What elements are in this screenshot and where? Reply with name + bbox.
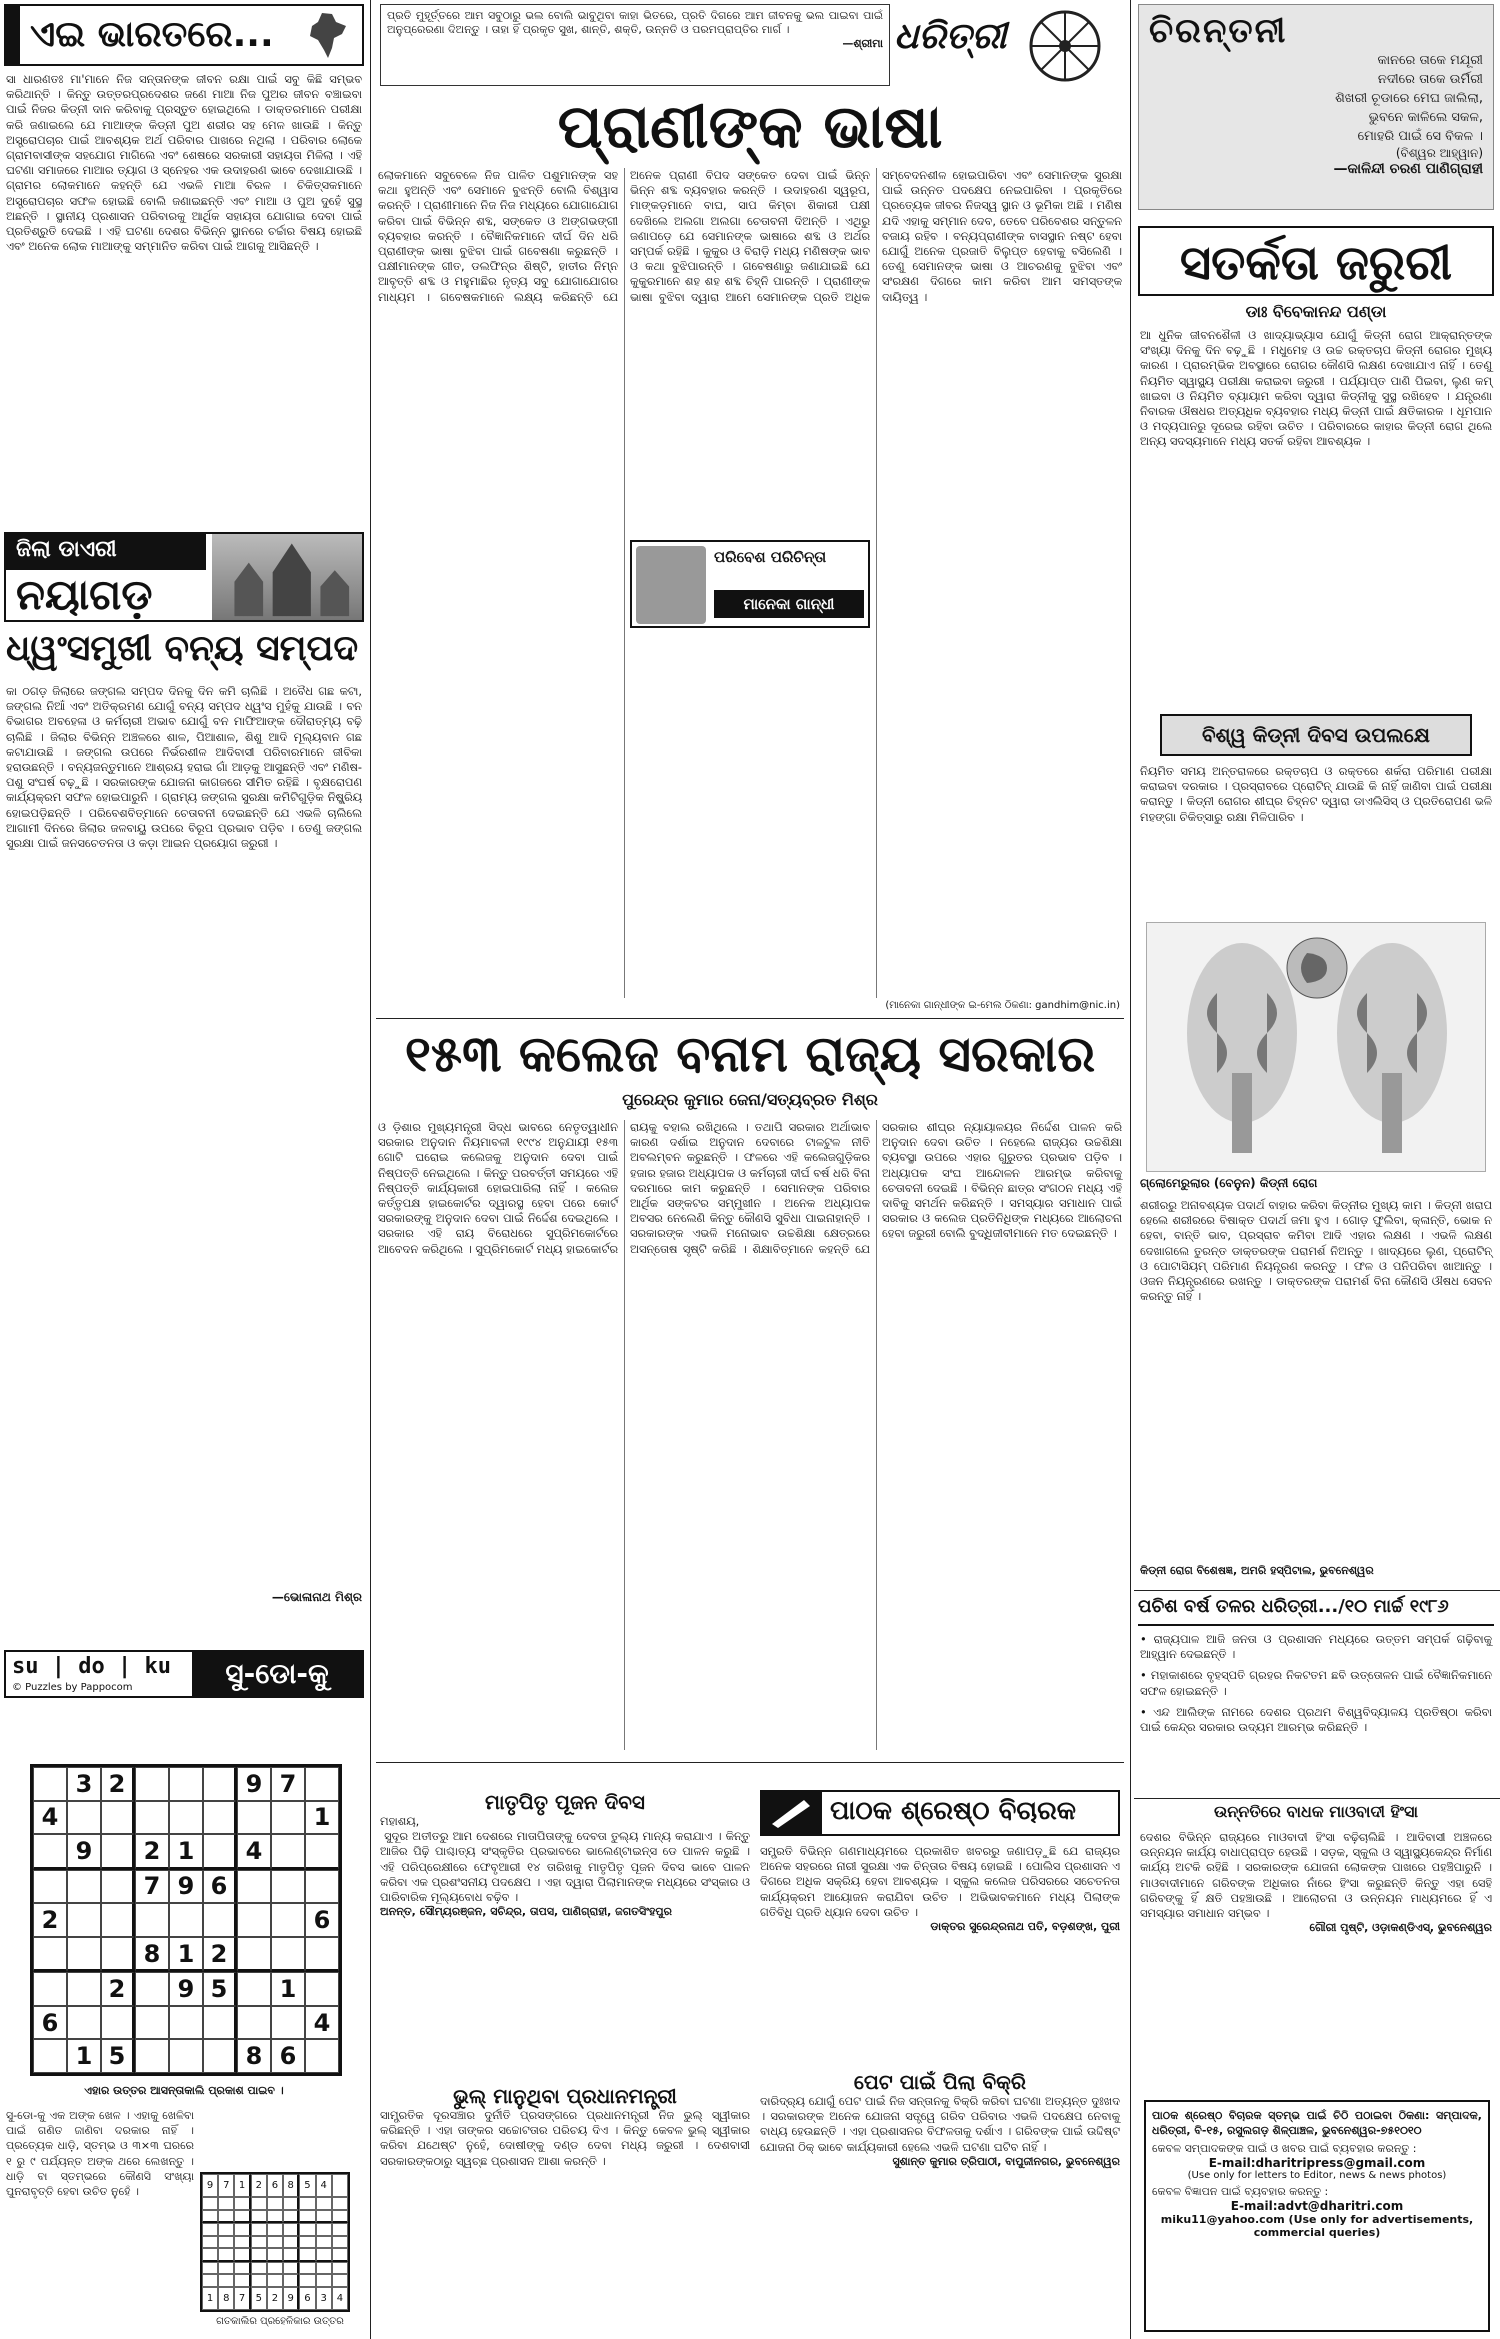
forest-author: —ଭୋଳାନାଥ ମିଶ୍ର xyxy=(271,1590,362,1604)
sudoku-cell: 1 xyxy=(67,2039,101,2073)
india-story-text: ସା ଧାରଣତଃ ମା'ମାନେ ନିଜ ସନ୍ତାନଙ୍କ ଜୀବନ ରକ୍ଷା ପାଇଁ ସବୁ କିଛି ସମ୍ଭବ କରିଥାନ୍ତି । କିନ୍ତୁ ଉତ୍ତରପ୍ରଦେଶର ଜଣେ ମାଆ ନିଜ ପୁଅର ଜୀବନ ବଞ୍ଚାଇବା ପାଇଁ ନିଜର କିଡ୍ନୀ ଦାନ କରିବାକୁ ପ୍ରସ୍ତୁତ ହୋଇଥିଲେ । ଡାକ୍ତରମାନେ ପରୀକ୍ଷା କରି ଜଣାଇଲେ ଯେ ମାଆଙ୍କ କିଡ୍ନୀ ପୁଅ ଶରୀର ସହ ମେଳ ଖାଉଛି । କିନ୍ତୁ ଅସ୍ତ୍ରୋପଚାର ପାଇଁ ଆବଶ୍ୟକ ଅର୍ଥ ପରିବାର ପାଖରେ ନଥିଲା । ପରିବାର ଲୋକେ ଗ୍ରାମବାସୀଙ୍କ ସହଯୋଗ ମାଗିଲେ ଏବଂ ଶେଷରେ ସରକାରୀ ସହାୟତା ମିଳିଲା । ଏହି ଘଟଣା ସମାଜରେ ମାଆର ତ୍ୟାଗ ଓ ସ୍ନେହର ଏକ ଉଦାହରଣ ଭାବେ ଦେଖାଯାଉଛି । ଗ୍ରାମର ଲୋକମାନେ କହନ୍ତି ଯେ ଏଭଳି ମାଆ ବିରଳ । ଚିକିତ୍ସକମାନେ ଅସ୍ତ୍ରୋପଚାର ସଫଳ ହୋଇଛି ବୋଲି ଜଣାଇଛନ୍ତି ଏବଂ ମାଆ ଓ ପୁଅ ଦୁହେଁ ସୁସ୍ଥ ଅଛନ୍ତି । ସ୍ଥାନୀୟ ପ୍ରଶାସନ ପରିବାରକୁ ଆର୍ଥିକ ସହାୟତା ଯୋଗାଇ ଦେବା ପାଇଁ ପ୍ରତିଶ୍ରୁତି ଦେଇଛି । ଏହି ଘଟଣା ଦେଶର ବିଭିନ୍ନ ସ୍ଥାନରେ ଚର୍ଚ୍ଚାର ବିଷୟ ହୋଇଛି ଏବଂ ଅନେକ ଲୋକ ମାଆଙ୍କୁ ସମ୍ମାନିତ କରିବା ପାଇଁ ଆଗକୁ ଆସିଛନ୍ତି । xyxy=(6,72,366,254)
sudoku-cell xyxy=(203,1834,237,1870)
solution-cell: 7 xyxy=(234,2287,250,2310)
dharitri-logo xyxy=(894,4,1007,86)
solution-cell xyxy=(218,2197,234,2209)
solution-cell xyxy=(283,2274,299,2286)
history-item: • ମହାକାଶରେ ବୃହସ୍ପତି ଗ୍ରହର ନିକଟତମ ଛବି ଉତ୍ତୋଳନ ପାଇଁ ବୈଜ୍ଞାନିକମାନେ ସଫଳ ହୋଇଛନ୍ତି । xyxy=(1140,1668,1492,1698)
sudoku-cell: 4 xyxy=(33,1801,67,1835)
india-header xyxy=(4,4,364,66)
solution-cell xyxy=(234,2248,250,2261)
sudoku-cell xyxy=(101,2006,135,2040)
solution-cell xyxy=(316,2274,332,2286)
solution-cell xyxy=(332,2210,348,2223)
solution-cell: 5 xyxy=(299,2174,315,2197)
alert-title: ସତର୍କତା ଜରୁରୀ xyxy=(1138,226,1494,296)
district-diary xyxy=(4,532,364,622)
kidney-caption: ଗ୍ଲୋମେରୁଲାର (ବେନୁନ) କିଡ୍ନୀ ରୋଗ xyxy=(1140,1176,1318,1190)
solution-cell xyxy=(234,2274,250,2286)
sudoku-rules-text: ସୁ-ଡୋ-କୁ ଏକ ଅଙ୍କ ଖେଳ । ଏହାକୁ ଖେଳିବା ପାଇଁ ଗଣିତ ଜାଣିବା ଦରକାର ନାହିଁ । ପ୍ରତ୍ୟେକ ଧାଡ଼ି, ସ୍ତମ୍ଭ ଓ ୩×୩ ଘରରେ ୧ ରୁ ୯ ପର୍ଯ୍ୟନ୍ତ ଅଙ୍କ ଥରେ ଲେଖନ୍ତୁ । ଧାଡ଼ି ବା ସ୍ତମ୍ଭରେ କୌଣସି ସଂଖ୍ୟା ପୁନରାବୃତ୍ତି ହେବା ଉଚିତ ନୁହେଁ । xyxy=(6,2109,198,2199)
sudoku-cell xyxy=(101,1937,135,1973)
solution-cell xyxy=(283,2210,299,2223)
solution-cell: 6 xyxy=(299,2287,315,2310)
sudoku-cell: 9 xyxy=(237,1767,271,1801)
sudoku-cell: 7 xyxy=(135,1870,169,1904)
maoist-article xyxy=(1140,1830,1496,2080)
solution-cell xyxy=(283,2248,299,2261)
solution-cell xyxy=(332,2236,348,2248)
sudoku-cell: 6 xyxy=(203,1870,237,1904)
sudoku-cell: 5 xyxy=(101,2039,135,2073)
sudoku-cell xyxy=(237,1972,271,2006)
solution-cell xyxy=(267,2236,283,2248)
sudoku-cell xyxy=(169,1767,203,1801)
contact-note: କେବଳ ସମ୍ପାଦକଙ୍କ ପାଇଁ ଓ ଖବର ପାଇଁ ବ୍ୟବହାର କରନ୍ତୁ : xyxy=(1152,2142,1417,2156)
sudoku-rules xyxy=(6,2108,198,2334)
alert-author: ଡାଃ ବିବେକାନନ୍ଦ ପଣ୍ଡା xyxy=(1245,302,1387,321)
sudoku-cell xyxy=(101,1801,135,1835)
sudoku-cell: 8 xyxy=(135,1937,169,1973)
solution-cell xyxy=(202,2248,218,2261)
solution-cell xyxy=(332,2174,348,2197)
solution-cell xyxy=(218,2210,234,2223)
sudoku-cell: 2 xyxy=(33,1903,67,1937)
sudoku-cell xyxy=(203,2006,237,2040)
sudoku-cell xyxy=(135,2006,169,2040)
solution-cell xyxy=(218,2236,234,2248)
solution-cell: 9 xyxy=(283,2287,299,2310)
poem-line: ନଦୀରେ ତାକେ ଉର୍ମିରୀ xyxy=(1377,72,1483,87)
sudoku-cell xyxy=(271,1870,305,1904)
district-label: ଜିଲା ଡାଏରୀ xyxy=(6,534,206,570)
sudoku-cell xyxy=(203,2039,237,2073)
solution-cell xyxy=(299,2223,315,2235)
maoist-author: ଗୌରୀ ପୃଷ୍ଟି, ଓଡ଼ାକଣ୍ଡିଏସ୍‌, ଭୁବନେଶ୍ୱର xyxy=(1309,1921,1492,1935)
solution-cell xyxy=(299,2236,315,2248)
district-name: ନୟାଗଡ଼ xyxy=(16,570,153,619)
solution-cell xyxy=(316,2248,332,2261)
sudoku-header xyxy=(4,1650,364,1698)
maoist-title: ଉନ୍ନତିରେ ବାଧକ ମାଓବାଦୀ ହିଂସା xyxy=(1213,1802,1419,1821)
kidney-author: କିଡ୍ନୀ ରୋଗ ବିଶେଷଜ୍ଞ, ଅମରି ହସ୍ପିଟାଲ, ଭୁବନେଶ୍ୱର xyxy=(1140,1564,1374,1577)
sudoku-cell xyxy=(203,1767,237,1801)
solution-cell: 9 xyxy=(202,2174,218,2197)
solution-cell: 4 xyxy=(316,2174,332,2197)
solution-cell xyxy=(218,2262,234,2274)
sudoku-cell xyxy=(101,1834,135,1870)
sudoku-brand: su | do | ku xyxy=(12,1654,171,1679)
solution-cell xyxy=(267,2248,283,2261)
college-article xyxy=(378,1120,1126,1750)
solution-cell xyxy=(202,2197,218,2209)
solution-cell xyxy=(299,2262,315,2274)
solution-cell xyxy=(251,2262,267,2274)
editor-email-note: (Use only for letters to Editor, news & news photos) xyxy=(1187,2170,1447,2182)
sudoku-cell xyxy=(203,1903,237,1937)
sudoku-cell xyxy=(67,1937,101,1973)
column-label: ପରିବେଶ ପରିଚିନ୍ତା xyxy=(714,548,827,566)
solution-cell xyxy=(267,2274,283,2286)
letter-4-text: ଦାରିଦ୍ର୍ୟ ଯୋଗୁଁ ପେଟ ପାଇଁ ନିଜ ସନ୍ତାନକୁ ବିକ୍ରି କରିବା ଘଟଣା ଅତ୍ୟନ୍ତ ଦୁଃଖଦ । ସରକାରଙ୍କ ଅନେକ ଯୋଜନା ସତ୍ତ୍ୱେ ଗରିବ ପରିବାର ଏଭଳି ପଦକ୍ଷେପ ନେବାକୁ ବାଧ୍ୟ ହେଉଛନ୍ତି । ଏହା ପ୍ରଶାସନର ବିଫଳତାକୁ ଦର୍ଶାଏ । ଗରିବଙ୍କ ପାଇଁ ଉଦ୍ଦିଷ୍ଟ ଯୋଜନା ଠିକ୍ ଭାବେ କାର୍ଯ୍ୟକାରୀ ହେଲେ ଏଭଳି ଘଟଣା ଘଟିବ ନାହିଁ । xyxy=(760,2094,1124,2154)
contact-box xyxy=(1144,2100,1490,2332)
sudoku-cell: 1 xyxy=(271,1972,305,2006)
sudoku-cell xyxy=(135,1801,169,1835)
solution-cell xyxy=(332,2248,348,2261)
solution-cell xyxy=(202,2223,218,2235)
solution-cell xyxy=(251,2223,267,2235)
solution-cell xyxy=(316,2262,332,2274)
poem-line: ଶିଖରୀ ଚୂଡାରେ ମେଘ ଜାଲିଲା, xyxy=(1335,91,1483,106)
solution-cell xyxy=(283,2236,299,2248)
solution-cell xyxy=(218,2248,234,2261)
india-map-icon xyxy=(302,10,354,62)
sudoku-cell: 8 xyxy=(237,2039,271,2073)
sudoku-cell xyxy=(101,1870,135,1904)
sudoku-cell xyxy=(305,2039,339,2073)
solution-cell xyxy=(251,2248,267,2261)
logo-text: ଧରିତ୍ରୀ xyxy=(894,16,1007,57)
animal-language-headline: ପ୍ରାଣୀଙ୍କ ଭାଷା xyxy=(557,92,943,162)
solution-cell xyxy=(283,2197,299,2209)
solution-cell xyxy=(251,2197,267,2209)
alert-article xyxy=(1140,328,1496,708)
letter-3 xyxy=(760,1844,1124,2064)
sudoku-cell xyxy=(135,1903,169,1937)
sudoku-cell xyxy=(203,1801,237,1835)
letter-2 xyxy=(380,2084,754,2334)
columnist-box xyxy=(630,540,870,628)
sudoku-cell: 4 xyxy=(237,1834,271,1870)
sudoku-cell xyxy=(33,2039,67,2073)
sudoku-cell xyxy=(135,1767,169,1801)
solution-cell xyxy=(332,2274,348,2286)
solution-caption: ଗତକାଲିର ପ୍ରହେଳିକାର ଉତ୍ତର xyxy=(216,2316,344,2327)
sudoku-cell: 1 xyxy=(305,1801,339,1835)
columnist-photo xyxy=(636,546,706,624)
ads-email-2[interactable]: miku11@yahoo.com (Use only for advertisements, commercial queries) xyxy=(1160,2213,1474,2240)
sudoku-cell xyxy=(305,1834,339,1870)
poem-line: ମୋହରି ପାଇଁ ସେ ବିକଳ । xyxy=(1357,129,1483,144)
solution-cell xyxy=(218,2223,234,2235)
solution-cell xyxy=(332,2262,348,2274)
solution-cell xyxy=(267,2197,283,2209)
forest-title: ଧ୍ୱଂସମୁଖୀ ବନ୍ୟ ସମ୍ପଦ xyxy=(6,628,359,669)
kidney-text-2-box xyxy=(1140,1198,1496,1558)
letter-3-author: ଡାକ୍ତର ସୁରେନ୍ଦ୍ରନାଥ ପତି, ବଡ଼ଶଙ୍ଖ, ପୁରୀ xyxy=(930,1920,1120,1934)
sudoku-cell xyxy=(33,1937,67,1973)
solution-cell xyxy=(267,2223,283,2235)
kidney-text-2: ଶରୀରରୁ ଅନାବଶ୍ୟକ ପଦାର୍ଥ ବାହାର କରିବା କିଡ୍ନୀର ମୁଖ୍ୟ କାମ । କିଡ୍ନୀ ଖରାପ ହେଲେ ଶରୀରରେ ବିଷାକ୍ତ ପଦାର୍ଥ ଜମା ହୁଏ । ଗୋଡ଼ ଫୁଲିବା, କ୍ଳାନ୍ତି, ଭୋକ ନ ହେବା, ବାନ୍ତି ଭାବ, ପ୍ରସ୍ରାବ କମିବା ଆଦି ଏହାର ଲକ୍ଷଣ । ଏଭଳି ଲକ୍ଷଣ ଦେଖାଗଲେ ତୁରନ୍ତ ଡାକ୍ତରଙ୍କ ପରାମର୍ଶ ନିଅନ୍ତୁ । ଖାଦ୍ୟରେ ଲୁଣ, ପ୍ରୋଟିନ୍ ଓ ପୋଟାସିୟମ୍ ପରିମାଣ ନିୟନ୍ତ୍ରଣ କରନ୍ତୁ । ଫଳ ଓ ପନିପରିବା ଖାଆନ୍ତୁ । ଓଜନ ନିୟନ୍ତ୍ରଣରେ ରଖନ୍ତୁ । ଡାକ୍ତରଙ୍କ ପରାମର୍ଶ ବିନା କୌଣସି ଔଷଧ ସେବନ କରନ୍ତୁ ନାହିଁ । xyxy=(1140,1198,1496,1304)
solution-cell xyxy=(267,2210,283,2223)
ads-email[interactable]: E-mail:advt@dharitri.com xyxy=(1230,2199,1404,2214)
sudoku-cell xyxy=(33,1972,67,2006)
solution-cell xyxy=(332,2197,348,2209)
solution-cell: 7 xyxy=(218,2174,234,2197)
letter-1-text: ମହାଶୟ, ସୁଦୂର ଅତୀତରୁ ଆମ ଦେଶରେ ମାତାପିତାଙ୍କୁ ଦେବତା ତୁଲ୍ୟ ମାନ୍ୟ କରାଯାଏ । କିନ୍ତୁ ଆଜିର ପିଢ଼ି ପାଶ୍ଚାତ୍ୟ ସଂସ୍କୃତିର ପ୍ରଭାବରେ ଭାଲେଣ୍ଟାଇନ୍ସ ଡେ ପାଳନ କରୁଛି । ଏହି ପରିପ୍ରେକ୍ଷୀରେ ଫେବୃଆରୀ ୧୪ ତାରିଖକୁ ମାତୃପିତୃ ପୂଜନ ଦିବସ ଭାବେ ପାଳନ କରିବା ଏକ ପ୍ରଶଂସନୀୟ ପଦକ୍ଷେପ । ଏହା ଦ୍ୱାରା ପିଲାମାନଙ୍କ ମଧ୍ୟରେ ସଂସ୍କାର ଓ ପାରିବାରିକ ମୂଲ୍ୟବୋଧ ବଢ଼ିବ । xyxy=(380,1814,750,1905)
letter-4-title: ପେଟ ପାଇଁ ପିଲା ବିକ୍ରି xyxy=(853,2070,1027,2094)
sudoku-cell xyxy=(237,2006,271,2040)
solution-cell xyxy=(251,2210,267,2223)
solution-cell xyxy=(299,2197,315,2209)
letter-4-author: ସୁଶାନ୍ତ କୁମାର ତ୍ରିପାଠୀ, ବାପୁଜୀନଗର, ଭୁବନେଶ୍ୱର xyxy=(892,2154,1120,2168)
history-item: • ରାଜ୍ୟପାଳ ଆଜି ଜନତା ଓ ପ୍ରଶାସନ ମଧ୍ୟରେ ଉତ୍ତମ ସମ୍ପର୍କ ଗଢ଼ିବାକୁ ଆହ୍ୱାନ ଦେଇଛନ୍ତି । xyxy=(1140,1632,1492,1662)
poem-title: ଚିରନ୍ତନୀ xyxy=(1149,11,1288,51)
history-list xyxy=(1140,1632,1492,1792)
solution-cell: 3 xyxy=(316,2287,332,2310)
solution-cell xyxy=(202,2210,218,2223)
sudoku-cell xyxy=(305,1870,339,1904)
sudoku-grid xyxy=(30,1764,342,2076)
kidney-text xyxy=(1140,764,1496,914)
sudoku-cell: 9 xyxy=(169,1972,203,2006)
sudoku-cell xyxy=(305,1972,339,2006)
sudoku-cell xyxy=(305,1937,339,1973)
college-byline: ପୁରେନ୍ଦ୍ର କୁମାର ଜେନା/ସତ୍ୟବ୍ରତ ମିଶ୍ର xyxy=(622,1090,878,1109)
sudoku-cell: 2 xyxy=(203,1937,237,1973)
sudoku-cell xyxy=(33,1767,67,1801)
letters-header xyxy=(760,1790,1120,1836)
solution-cell xyxy=(218,2274,234,2286)
sudoku-cell: 1 xyxy=(169,1834,203,1870)
solution-cell xyxy=(202,2274,218,2286)
sudoku-cell xyxy=(271,2006,305,2040)
temple-photo xyxy=(212,534,362,620)
letter-1 xyxy=(380,1790,750,2080)
solution-cell: 8 xyxy=(283,2174,299,2197)
letter-1-title: ମାତୃପିତୃ ପୂଜନ ଦିବସ xyxy=(485,1790,645,1814)
sudoku-cell: 7 xyxy=(271,1767,305,1801)
kidney-text-1: ନିୟମିତ ସମୟ ଅନ୍ତରାଳରେ ରକ୍ତଚାପ ଓ ରକ୍ତରେ ଶର୍କରା ପରିମାଣ ପରୀକ୍ଷା କରାଇବା ଦରକାର । ପ୍ରସ୍ରାବରେ ପ୍ରୋଟିନ୍ ଯାଉଛି କି ନାହିଁ ଜାଣିବା ପାଇଁ ପରୀକ୍ଷା କରାନ୍ତୁ । କିଡ୍ନୀ ରୋଗର ଶୀଘ୍ର ଚିହ୍ନଟ ଦ୍ୱାରା ଡାଏଲିସିସ୍ ଓ ପ୍ରତିରୋପଣ ଭଳି ମହଙ୍ଗା ଚିକିତ୍ସାରୁ ରକ୍ଷା ମିଳିପାରିବ । xyxy=(1140,764,1496,824)
solution-cell: 1 xyxy=(202,2287,218,2310)
solution-cell xyxy=(299,2274,315,2286)
sudoku-cell xyxy=(67,2006,101,2040)
letter-2-title: ଭୁଲ୍ ମାନୁଥିବା ପ୍ରଧାନମନ୍ତ୍ରୀ xyxy=(453,2084,677,2108)
alert-text: ଆ ଧୁନିକ ଜୀବନଶୈଳୀ ଓ ଖାଦ୍ୟାଭ୍ୟାସ ଯୋଗୁଁ କିଡ୍ନୀ ରୋଗ ଆକ୍ରାନ୍ତଙ୍କ ସଂଖ୍ୟା ଦିନକୁ ଦିନ ବଢ଼ୁଛି । ମଧୁମେହ ଓ ଉଚ୍ଚ ରକ୍ତଚାପ କିଡ୍ନୀ ରୋଗର ମୁଖ୍ୟ କାରଣ । ପ୍ରାରମ୍ଭିକ ଅବସ୍ଥାରେ ରୋଗର କୌଣସି ଲକ୍ଷଣ ଦେଖାଯାଏ ନାହିଁ । ତେଣୁ ନିୟମିତ ସ୍ୱାସ୍ଥ୍ୟ ପରୀକ୍ଷା କରାଇବା ଜରୁରୀ । ପର୍ଯ୍ୟାପ୍ତ ପାଣି ପିଇବା, ଲୁଣ କମ୍ ଖାଇବା ଓ ନିୟମିତ ବ୍ୟାୟାମ କରିବା ଦ୍ୱାରା କିଡ୍ନୀକୁ ସୁସ୍ଥ ରଖିହେବ । ଯନ୍ତ୍ରଣା ନିବାରକ ଔଷଧର ଅତ୍ୟଧିକ ବ୍ୟବହାର ମଧ୍ୟ କିଡ୍ନୀ ପାଇଁ କ୍ଷତିକାରକ । ଧୂମପାନ ଓ ମଦ୍ୟପାନରୁ ଦୂରେଇ ରହିବା ଉଚିତ । ପରିବାରରେ କାହାର କିଡ୍ନୀ ରୋଗ ଥିଲେ ଅନ୍ୟ ସଦସ୍ୟମାନେ ମଧ୍ୟ ସତର୍କ ରହିବା ଆବଶ୍ୟକ । xyxy=(1140,328,1496,449)
sudoku-solution-grid xyxy=(200,2172,350,2312)
sudoku-cell: 6 xyxy=(271,2039,305,2073)
sudoku-cell: 6 xyxy=(33,2006,67,2040)
sudoku-caption: ଏହାର ଉତ୍ତର ଆସନ୍ତାକାଲି ପ୍ରକାଶ ପାଇବ । xyxy=(84,2084,284,2097)
history-title: ପଚିଶ ବର୍ଷ ତଳର ଧରିତ୍ରୀ.../୧୦ ମାର୍ଚ୍ଚ ୧୯୮୬ xyxy=(1138,1596,1494,1626)
letters-title: ପାଠକ ଶ୍ରେଷ୍ଠ ବିଚାରକ xyxy=(830,1796,1077,1826)
poem-line: କାନରେ ତାକେ ମଯୂରୀ xyxy=(1377,53,1483,68)
quote-author: —ଶ୍ରୀମା xyxy=(842,37,883,50)
poem-line: ଭୁବନେ କାଳିଲେ ସକଳ, xyxy=(1368,110,1483,125)
contact-text: ପାଠକ ଶ୍ରେଷ୍ଠ ବିଚାରକ ସ୍ତମ୍ଭ ପାଇଁ ଚିଠି ପଠାଇବା ଠିକଣା: ସମ୍ପାଦକ, ଧରିତ୍ରୀ, ବି-୧୫, ରସୁଲଗଡ଼ ଶିଳ୍ପାଞ୍ଚଳ, ଭୁବନେଶ୍ୱର-୭୫୧୦୧୦ xyxy=(1152,2109,1486,2138)
sudoku-cell xyxy=(237,1937,271,1973)
sudoku-cell: 5 xyxy=(203,1972,237,2006)
solution-cell: 5 xyxy=(251,2287,267,2310)
sudoku-credit: © Puzzles by Pappocom xyxy=(12,1682,133,1693)
letter-1-author: ଅନନ୍ତ, ସୌମ୍ୟରଞ୍ଜନ, ସଚିନ୍ଦ୍ର, ତାପସ, ପାଣିଗ୍ରାହୀ, ଜଗତସିଂହପୁର xyxy=(380,1905,672,1919)
editor-email[interactable]: E-mail:dharitripress@gmail.com xyxy=(1208,2156,1426,2171)
sudoku-cell xyxy=(237,1903,271,1937)
solution-cell xyxy=(299,2248,315,2261)
solution-cell xyxy=(316,2197,332,2209)
sudoku-cell xyxy=(67,1801,101,1835)
solution-cell xyxy=(234,2236,250,2248)
sudoku-cell xyxy=(135,1972,169,2006)
solution-cell: 2 xyxy=(267,2287,283,2310)
sudoku-cell xyxy=(271,1903,305,1937)
solution-cell: 1 xyxy=(234,2174,250,2197)
solution-cell xyxy=(234,2210,250,2223)
solution-cell xyxy=(283,2262,299,2274)
solution-cell: 8 xyxy=(218,2287,234,2310)
poem-source: (ବିଶ୍ୱର ଆହ୍ୱାନ) xyxy=(1395,146,1483,160)
sudoku-cell xyxy=(271,1937,305,1973)
sudoku-cell: 9 xyxy=(67,1834,101,1870)
solution-cell xyxy=(299,2210,315,2223)
animal-language-text: ଲୋକମାନେ ସବୁବେଳେ ନିଜ ପାଳିତ ପଶୁମାନଙ୍କ ସହ କଥା ହୁଅନ୍ତି ଏବଂ ସେମାନେ ବୁଝନ୍ତି ବୋଲି ବିଶ୍ୱାସ କରନ୍ତି । ପ୍ରାଣୀମାନେ ନିଜ ନିଜ ମଧ୍ୟରେ ଯୋଗାଯୋଗ କରିବା ପାଇଁ ବିଭିନ୍ନ ଶବ୍ଦ, ସଙ୍କେତ ଓ ଅଙ୍ଗଭଙ୍ଗୀ ବ୍ୟବହାର କରନ୍ତି । ବୈଜ୍ଞାନିକମାନେ ଦୀର୍ଘ ଦିନ ଧରି ପ୍ରାଣୀଙ୍କ ଭାଷା ବୁଝିବା ପାଇଁ ଗବେଷଣା କରୁଛନ୍ତି । ପକ୍ଷୀମାନଙ୍କ ଗୀତ, ଡଲଫିନ୍‌ର ଶିଷ୍ଟି, ହାତୀର ନିମ୍ନ ଆବୃତ୍ତି ଶବ୍ଦ ଓ ମହୁମାଛିର ନୃତ୍ୟ ସବୁ ଯୋଗାଯୋଗର ମାଧ୍ୟମ । ଗବେଷକମାନେ ଲକ୍ଷ୍ୟ କରିଛନ୍ତି ଯେ ଅନେକ ପ୍ରାଣୀ ବିପଦ ସଙ୍କେତ ଦେବା ପାଇଁ ଭିନ୍ନ ଭିନ୍ନ ଶବ୍ଦ ବ୍ୟବହାର କରନ୍ତି । ଉଦାହରଣ ସ୍ୱରୂପ, ମାଙ୍କଡ଼ମାନେ ବାଘ, ସାପ କିମ୍ବା ଶିକାରୀ ପକ୍ଷୀ ଦେଖିଲେ ଅଲଗା ଅଲଗା ଚେତାବନୀ ଦିଅନ୍ତି । ଏଥିରୁ ଜଣାପଡ଼େ ଯେ ସେମାନଙ୍କ ଭାଷାରେ ଶବ୍ଦ ଓ ଅର୍ଥର ସମ୍ପର୍କ ରହିଛି । କୁକୁର ଓ ବିରାଡ଼ି ମଧ୍ୟ ମଣିଷଙ୍କ ଭାବ ଓ କଥା ବୁଝିପାରନ୍ତି । ଗବେଷଣାରୁ ଜଣାଯାଇଛି ଯେ କୁକୁରମାନେ ଶହ ଶହ ଶବ୍ଦ ଚିହ୍ନି ପାରନ୍ତି । ପ୍ରାଣୀଙ୍କ ଭାଷା ବୁଝିବା ଦ୍ୱାରା ଆମେ ସେମାନଙ୍କ ପ୍ରତି ଅଧିକ ସମ୍ବେଦନଶୀଳ ହୋଇପାରିବା ଏବଂ ସେମାନଙ୍କ ସୁରକ୍ଷା ପାଇଁ ଉନ୍ନତ ପଦକ୍ଷେପ ନେଇପାରିବା । ପ୍ରକୃତିରେ ପ୍ରତ୍ୟେକ ଜୀବର ନିଜସ୍ୱ ସ୍ଥାନ ଓ ଭୂମିକା ଅଛି । ମଣିଷ ଯଦି ଏହାକୁ ସମ୍ମାନ ଦେବ, ତେବେ ପରିବେଶର ସନ୍ତୁଳନ ବଜାୟ ରହିବ । ବନ୍ୟପ୍ରାଣୀଙ୍କ ବାସସ୍ଥାନ ନଷ୍ଟ ହେବା ଯୋଗୁଁ ଅନେକ ପ୍ରଜାତି ବିଲୁପ୍ତ ହେବାକୁ ବସିଲେଣି । ତେଣୁ ସେମାନଙ୍କ ଭାଷା ଓ ଆଚରଣକୁ ବୁଝିବା ଏବଂ ସଂରକ୍ଷଣ ଦିଗରେ କାମ କରିବା ଆମ ସମସ୍ତଙ୍କ ଦାୟିତ୍ୱ । xyxy=(378,168,1126,304)
quote-box xyxy=(380,4,890,86)
sudoku-cell: 2 xyxy=(135,1834,169,1870)
letter-4 xyxy=(760,2070,1124,2334)
forest-story xyxy=(6,684,366,1544)
poem-author: —କାଳିନ୍ଦୀ ଚରଣ ପାଣିଗ୍ରାହୀ xyxy=(1333,161,1483,177)
sudoku-cell xyxy=(169,1801,203,1835)
sudoku-cell xyxy=(305,1767,339,1801)
kidney-illustration xyxy=(1146,922,1486,1172)
solution-cell xyxy=(202,2236,218,2248)
solution-cell xyxy=(202,2262,218,2274)
sudoku-cell: 1 xyxy=(169,1937,203,1973)
college-headline: ୧୫୩ କଲେଜ ବନାମ ରାଜ୍ୟ ସରକାର xyxy=(404,1025,1096,1083)
sudoku-cell: 2 xyxy=(101,1767,135,1801)
solution-cell xyxy=(234,2223,250,2235)
ads-note: କେବଳ ବିଜ୍ଞାପନ ପାଇଁ ବ୍ୟବହାର କରନ୍ତୁ : xyxy=(1152,2185,1329,2199)
solution-cell xyxy=(316,2223,332,2235)
sudoku-cell: 2 xyxy=(101,1972,135,2006)
india-story xyxy=(6,72,366,482)
wheel-icon xyxy=(1010,6,1120,86)
maoist-text: ଦେଶର ବିଭିନ୍ନ ରାଜ୍ୟରେ ମାଓବାଦୀ ହିଂସା ବଢ଼ିଚାଲିଛି । ଆଦିବାସୀ ଅଞ୍ଚଳରେ ଉନ୍ନୟନ କାର୍ଯ୍ୟ ବାଧାପ୍ରାପ୍ତ ହେଉଛି । ସଡ଼କ, ସ୍କୁଲ ଓ ସ୍ୱାସ୍ଥ୍ୟକେନ୍ଦ୍ର ନିର୍ମାଣ କାର୍ଯ୍ୟ ଅଟକି ରହିଛି । ସରକାରଙ୍କ ଯୋଜନା ଲୋକଙ୍କ ପାଖରେ ପହଞ୍ଚିପାରୁନି । ମାଓବାଦୀମାନେ ଗରିବଙ୍କ ଅଧିକାର ନାଁରେ ହିଂସା କରୁଛନ୍ତି କିନ୍ତୁ ଏହା ସେହି ଗରିବଙ୍କୁ ହିଁ କ୍ଷତି ପହଞ୍ଚାଉଛି । ଆଲୋଚନା ଓ ଉନ୍ନୟନ ମାଧ୍ୟମରେ ହିଁ ଏ ସମସ୍ୟାର ସମାଧାନ ସମ୍ଭବ । xyxy=(1140,1830,1496,1921)
solution-cell xyxy=(251,2236,267,2248)
sudoku-cell xyxy=(33,1834,67,1870)
sudoku-cell xyxy=(33,1870,67,1904)
poem-lines xyxy=(1149,51,1483,146)
solution-cell: 6 xyxy=(267,2174,283,2197)
sudoku-cell: 9 xyxy=(169,1870,203,1904)
sudoku-cell xyxy=(271,1834,305,1870)
solution-cell xyxy=(316,2236,332,2248)
pen-icon xyxy=(762,1792,822,1834)
letter-3-text: ସମ୍ପ୍ରତି ବିଭିନ୍ନ ଗଣମାଧ୍ୟମରେ ପ୍ରକାଶିତ ଖବରରୁ ଜଣାପଡ଼ୁଛି ଯେ ରାଜ୍ୟର ଅନେକ ସହରରେ ନାରୀ ସୁରକ୍ଷା ଏକ ଚିନ୍ତାର ବିଷୟ ହୋଇଛି । ପୋଲିସ ପ୍ରଶାସନ ଏ ଦିଗରେ ଅଧିକ ସକ୍ରିୟ ହେବା ଆବଶ୍ୟକ । ସ୍କୁଲ କଲେଜ ପରିସରରେ ସଚେତନତା କାର୍ଯ୍ୟକ୍ରମ ଆୟୋଜନ କରାଯିବା ଉଚିତ । ଅଭିଭାବକମାନେ ମଧ୍ୟ ପିଲାଙ୍କ ଗତିବିଧି ପ୍ରତି ଧ୍ୟାନ ଦେବା ଉଚିତ । xyxy=(760,1844,1124,1919)
sudoku-cell xyxy=(271,1801,305,1835)
sudoku-cell xyxy=(237,1801,271,1835)
letter-2-text: ସାମ୍ପ୍ରତିକ ଦୂରସଞ୍ଚାର ଦୁର୍ନୀତି ପ୍ରସଙ୍ଗରେ ପ୍ରଧାନମନ୍ତ୍ରୀ ନିଜ ଭୁଲ୍ ସ୍ୱୀକାର କରିଛନ୍ତି । ଏହା ତାଙ୍କର ସଚ୍ଚୋଟତାର ପରିଚୟ ଦିଏ । କିନ୍ତୁ କେବଳ ଭୁଲ୍ ସ୍ୱୀକାର କରିବା ଯଥେଷ୍ଟ ନୁହେଁ, ଦୋଷୀଙ୍କୁ ଦଣ୍ଡ ଦେବା ମଧ୍ୟ ଜରୁରୀ । ଦେଶବାସୀ ସରକାରଙ୍କଠାରୁ ସ୍ୱଚ୍ଛ ପ୍ରଶାସନ ଆଶା କରନ୍ତି । xyxy=(380,2108,754,2168)
columnist-email: (ମାନେକା ଗାନ୍ଧୀଙ୍କ ଇ-ମେଲ ଠିକଣା: gandhim@nic.in) xyxy=(885,1000,1120,1011)
sudoku-cell: 6 xyxy=(305,1903,339,1937)
kidney-day-banner: ବିଶ୍ୱ କିଡ୍ନୀ ଦିବସ ଉପଲକ୍ଷେ xyxy=(1160,714,1472,756)
solution-cell: 2 xyxy=(251,2174,267,2197)
solution-cell: 4 xyxy=(332,2287,348,2310)
sudoku-cell xyxy=(237,1870,271,1904)
history-item: • ଏନ୍ଦ ଆଲିଙ୍କ ନାମରେ ଦେଶର ପ୍ରଥମ ବିଶ୍ୱବିଦ୍ୟାଳୟ ପ୍ରତିଷ୍ଠା କରିବା ପାଇଁ କେନ୍ଦ୍ର ସରକାର ଉଦ୍ୟମ ଆରମ୍ଭ କରିଛନ୍ତି । xyxy=(1140,1704,1492,1735)
columnist-name: ମାନେକା ଗାନ୍ଧୀ xyxy=(714,590,864,618)
solution-cell xyxy=(283,2223,299,2235)
solution-cell xyxy=(251,2274,267,2286)
college-text: ଓ ଡ଼ିଶାର ମୁଖ୍ୟମନ୍ତ୍ରୀ ସିଦ୍ଧ ଭାବରେ ନେତୃତ୍ୱାଧୀନ ସରକାର ଅନୁଦାନ ନିୟମାବଳୀ ୧୯୯୪ ଅନୁଯାୟୀ ୧୫୩ ଗୋଟି ଘରୋଇ କଲେଜକୁ ଅନୁଦାନ ଦେବା ପାଇଁ ନିଷ୍ପତ୍ତି ନେଇଥିଲେ । କିନ୍ତୁ ପରବର୍ତ୍ତୀ ସମୟରେ ଏହି ନିଷ୍ପତ୍ତି କାର୍ଯ୍ୟକାରୀ ହୋଇପାରିଲା ନାହିଁ । କଲେଜ କର୍ତ୍ତୃପକ୍ଷ ହାଇକୋର୍ଟର ଦ୍ୱାରସ୍ଥ ହେବା ପରେ କୋର୍ଟ ସରକାରଙ୍କୁ ଅନୁଦାନ ଦେବା ପାଇଁ ନିର୍ଦ୍ଦେଶ ଦେଇଥିଲେ । ସରକାର ଏହି ରାୟ ବିରୋଧରେ ସୁପ୍ରିମକୋର୍ଟରେ ଆବେଦନ କରିଥିଲେ । ସୁପ୍ରିମକୋର୍ଟ ମଧ୍ୟ ହାଇକୋର୍ଟର ରାୟକୁ ବହାଲ ରଖିଥିଲେ । ତଥାପି ସରକାର ଅର୍ଥାଭାବ କାରଣ ଦର୍ଶାଇ ଅନୁଦାନ ଦେବାରେ ଟାଳଟୁଳ ନୀତି ଅବଲମ୍ବନ କରୁଛନ୍ତି । ଫଳରେ ଏହି କଲେଜଗୁଡ଼ିକର ହଜାର ହଜାର ଅଧ୍ୟାପକ ଓ କର୍ମଚାରୀ ଦୀର୍ଘ ବର୍ଷ ଧରି ବିନା ଦରମାରେ କାମ କରୁଛନ୍ତି । ସେମାନଙ୍କ ପରିବାର ଆର୍ଥିକ ସଙ୍କଟର ସମ୍ମୁଖୀନ । ଅନେକ ଅଧ୍ୟାପକ ଅବସର ନେଲେଣି କିନ୍ତୁ କୌଣସି ସୁବିଧା ପାଇନାହାନ୍ତି । ସରକାରଙ୍କ ଏଭଳି ମନୋଭାବ ଉଚ୍ଚଶିକ୍ଷା କ୍ଷେତ୍ରରେ ଅସନ୍ତୋଷ ସୃଷ୍ଟି କରିଛି । ଶିକ୍ଷାବିତ୍‌ମାନେ କହନ୍ତି ଯେ ସରକାର ଶୀଘ୍ର ନ୍ୟାୟାଳୟର ନିର୍ଦ୍ଦେଶ ପାଳନ କରି ଅନୁଦାନ ଦେବା ଉଚିତ । ନହେଲେ ରାଜ୍ୟର ଉଚ୍ଚଶିକ୍ଷା ବ୍ୟବସ୍ଥା ଉପରେ ଏହାର ଗୁରୁତର ପ୍ରଭାବ ପଡ଼ିବ । ଅଧ୍ୟାପକ ସଂଘ ଆନ୍ଦୋଳନ ଆରମ୍ଭ କରିବାକୁ ଚେତାବନୀ ଦେଇଛି । ବିଭିନ୍ନ ଛାତ୍ର ସଂଗଠନ ମଧ୍ୟ ଏହି ଦାବିକୁ ସମର୍ଥନ କରିଛନ୍ତି । ସମସ୍ୟାର ସମାଧାନ ପାଇଁ ସରକାର ଓ କଲେଜ ପ୍ରତିନିଧିଙ୍କ ମଧ୍ୟରେ ଆଲୋଚନା ହେବା ଜରୁରୀ ବୋଲି ବୁଦ୍ଧିଜୀବୀମାନେ ମତ ଦେଇଛନ୍ତି । xyxy=(378,1120,1126,1256)
forest-story-text: କା ଠଗଡ଼ ଜିଲାରେ ଜଙ୍ଗଲ ସମ୍ପଦ ଦିନକୁ ଦିନ କମି ଚାଲିଛି । ଅବୈଧ ଗଛ କଟା, ଜଙ୍ଗଲ ନିଆଁ ଏବଂ ଅତିକ୍ରମଣ ଯୋଗୁଁ ବନ୍ୟ ସମ୍ପଦ ଧ୍ୱଂସ ମୁହଁକୁ ଯାଉଛି । ବନ ବିଭାଗର ଅବହେଳା ଓ କର୍ମଚାରୀ ଅଭାବ ଯୋଗୁଁ ବନ ମାଫିଆଙ୍କ ଦୌରାତ୍ମ୍ୟ ବଢ଼ି ଚାଲିଛି । ଜିଲାର ବିଭିନ୍ନ ଅଞ୍ଚଳରେ ଶାଳ, ପିଆଶାଳ, ଶିଶୁ ଆଦି ମୂଲ୍ୟବାନ ଗଛ କଟାଯାଉଛି । ଜଙ୍ଗଲ ଉପରେ ନିର୍ଭରଶୀଳ ଆଦିବାସୀ ପରିବାରମାନେ ଜୀବିକା ହରାଉଛନ୍ତି । ବନ୍ୟଜନ୍ତୁମାନେ ଆଶ୍ରୟ ହରାଇ ଗାଁ ଆଡ଼କୁ ଆସୁଛନ୍ତି ଏବଂ ମଣିଷ-ପଶୁ ସଂଘର୍ଷ ବଢ଼ୁଛି । ସରକାରଙ୍କ ଯୋଜନା କାଗଜରେ ସୀମିତ ରହିଛି । ବୃକ୍ଷରୋପଣ କାର୍ଯ୍ୟକ୍ରମ ସଫଳ ହୋଇପାରୁନି । ଗ୍ରାମ୍ୟ ଜଙ୍ଗଲ ସୁରକ୍ଷା କମିଟିଗୁଡ଼ିକ ନିଷ୍କ୍ରିୟ ହୋଇପଡ଼ିଛନ୍ତି । ପରିବେଶବିତ୍‌ମାନେ ଚେତାବନୀ ଦେଇଛନ୍ତି ଯେ ଏଭଳି ଚାଲିଲେ ଆଗାମୀ ଦିନରେ ଜିଲାର ଜଳବାୟୁ ଉପରେ ବିରୂପ ପ୍ରଭାବ ପଡ଼ିବ । ତେଣୁ ଜଙ୍ଗଲ ସୁରକ୍ଷା ପାଇଁ ଜନସଚେତନତା ଓ କଡ଼ା ଆଇନ ପ୍ରୟୋଗ ଜରୁରୀ । xyxy=(6,684,366,851)
solution-cell xyxy=(332,2223,348,2235)
sudoku-cell xyxy=(101,1903,135,1937)
sudoku-cell xyxy=(67,1870,101,1904)
sudoku-cell xyxy=(169,1903,203,1937)
india-header-title: ଏଇ ଭାରତରେ... xyxy=(30,14,274,55)
sudoku-cell xyxy=(135,2039,169,2073)
solution-cell xyxy=(234,2197,250,2209)
sudoku-cell xyxy=(169,2006,203,2040)
solution-cell xyxy=(267,2262,283,2274)
sudoku-cell xyxy=(169,2039,203,2073)
sudoku-title: ସୁ-ଡୋ-କୁ xyxy=(192,1652,362,1696)
quote-text: ପ୍ରତି ମୁହୂର୍ତ୍ତରେ ଆମ ସବୁଠାରୁ ଭଲ ବୋଲି ଭାବୁଥିବା କାହା ଭିତରେ, ପ୍ରତି ଦିଗରେ ଆମ ଜୀବନକୁ ଭଲ ପାଇବା ପାଇଁ ଅନୁପ୍ରେରଣା ଦିଅନ୍ତୁ । ତାହା ହିଁ ପ୍ରକୃତ ସୁଖ, ଶାନ୍ତି, ଶକ୍ତି, ଉନ୍ନତି ଓ ପରମପ୍ରାପ୍ତିର ମାର୍ଗ । xyxy=(387,9,887,36)
sudoku-cell: 3 xyxy=(67,1767,101,1801)
sudoku-cell: 4 xyxy=(305,2006,339,2040)
sudoku-cell xyxy=(67,1972,101,2006)
poem-box xyxy=(1138,4,1494,210)
sudoku-cell xyxy=(67,1903,101,1937)
solution-cell xyxy=(316,2210,332,2223)
solution-cell xyxy=(234,2262,250,2274)
